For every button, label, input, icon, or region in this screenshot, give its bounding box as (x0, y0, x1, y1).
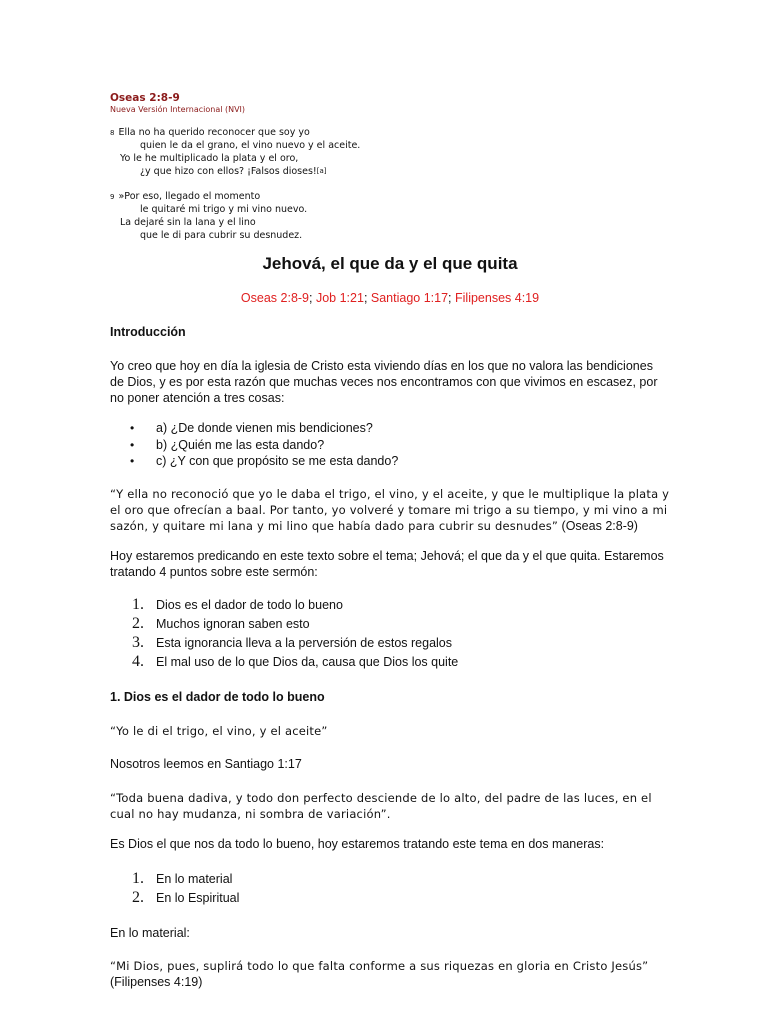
verse-number: 8 (110, 129, 115, 137)
verse-line: La dejaré sin la lana y el lino (120, 217, 256, 228)
verse-line: quien le da el grano, el vino nuevo y el aceite. (140, 140, 361, 151)
section1-heading: 1. Dios es el dador de todo lo bueno (110, 690, 325, 704)
list-item: 2. Muchos ignoran saben esto (110, 616, 670, 635)
bible-version: Nueva Versión Internacional (NVI) (110, 105, 246, 114)
passage-reference: Oseas 2:8-9 (110, 92, 180, 104)
preach-paragraph: Hoy estaremos predicando en este texto sobre el tema; Jehová; el que da y el que quita. Estaremos tratando 4 puntos sobre este sermón: (110, 549, 664, 579)
bible-passage (110, 92, 510, 242)
verse-line: $^8$ Ella no ha querido reconocer que soy yo (110, 127, 310, 138)
verse-9 (110, 190, 510, 242)
sermon-title: Jehová, el que da y el que quita (262, 254, 518, 273)
list-number: 4. (132, 653, 144, 670)
quote-oseas: “Y ella no reconoció que yo le daba el trigo, el vino, y el aceite, y que le multiplique la plata y el oro que ofrecían a baal. Por tanto, yo volveré y tomare mi trigo a su tiempo, y mi vino a mi sazón, y quitare mi lana y mi lino que había dado para cubrir su desnudes” (Oseas 2:8-9) (110, 487, 670, 533)
list-number: 3. (132, 634, 144, 651)
list-number: 2. (132, 615, 144, 632)
list-number: 1. (132, 870, 144, 887)
intro-paragraph: Yo creo que hoy en día la iglesia de Cristo esta viviendo días en los que no valora las bendiciones de Dios, y es por esta razón que muchas veces nos encontramos con que vivimos en escasez, por no poner atención a tres cosas: (110, 359, 658, 405)
reference-link[interactable]: Santiago 1:17 (370, 291, 449, 305)
question-list (110, 420, 670, 470)
list-item: • b) ¿Quién me las esta dando? (110, 437, 670, 454)
quote-reference: (Oseas 2:8-9) (558, 519, 638, 533)
verse-line: Yo le he multiplicado la plata y el oro, (120, 153, 299, 164)
verse-line: le quitaré mi trigo y mi vino nuevo. (140, 204, 308, 215)
reference-link[interactable]: Job 1:21 (315, 291, 364, 305)
intro-heading: Introducción (110, 325, 186, 339)
list-item: 3. Esta ignorancia lleva a la perversión de estos regalos (110, 635, 670, 654)
ways-list (110, 871, 670, 909)
verse-line: que le di para cubrir su desnudez. (140, 230, 303, 241)
points-list (110, 597, 670, 673)
material-heading: En lo material: (110, 926, 190, 940)
list-number: 1. (132, 596, 144, 613)
scripture-references: Oseas 2:8-9; Job 1:21; Santiago 1:17; Filipenses 4:19 (240, 291, 540, 305)
reference-link[interactable]: Oseas 2:8-9 (240, 291, 310, 305)
list-number: 2. (132, 889, 144, 906)
footnote-marker[interactable]: [a] (316, 167, 327, 175)
quote-reference: (Filipenses 4:19) (110, 975, 203, 989)
list-item: 1. Dios es el dador de todo lo bueno (110, 597, 670, 616)
list-item: 2. En lo Espiritual (110, 890, 670, 909)
quote-filipenses: “Mi Dios, pues, suplirá todo lo que falta conforme a sus riquezas en gloria en Cristo Jesús” (Filipenses 4:19) (110, 958, 670, 990)
verse-line: $^9$ »Por eso, llegado el momento (110, 191, 261, 202)
list-item: • a) ¿De donde vienen mis bendiciones? (110, 420, 670, 437)
verse-line: ¿y que hizo con ellos? ¡Falsos dioses![a] (140, 166, 327, 177)
verse-number: 9 (110, 193, 115, 201)
quote-oseas-short: “Yo le di el trigo, el vino, y el aceite” (110, 724, 328, 738)
ways-paragraph: Es Dios el que nos da todo lo bueno, hoy estaremos tratando este tema en dos maneras: (110, 837, 605, 851)
list-item: 4. El mal uso de lo que Dios da, causa que Dios los quite (110, 654, 670, 673)
reference-link[interactable]: Filipenses 4:19 (455, 291, 540, 305)
list-item: 1. En lo material (110, 871, 670, 890)
verse-8 (110, 126, 510, 178)
list-item: • c) ¿Y con que propósito se me esta dando? (110, 453, 670, 470)
quote-santiago: “Toda buena dadiva, y todo don perfecto desciende de lo alto, del padre de las luces, en el cual no hay mudanza, ni sombra de variación”. (110, 791, 652, 821)
read-line: Nosotros leemos en Santiago 1:17 (110, 757, 302, 771)
